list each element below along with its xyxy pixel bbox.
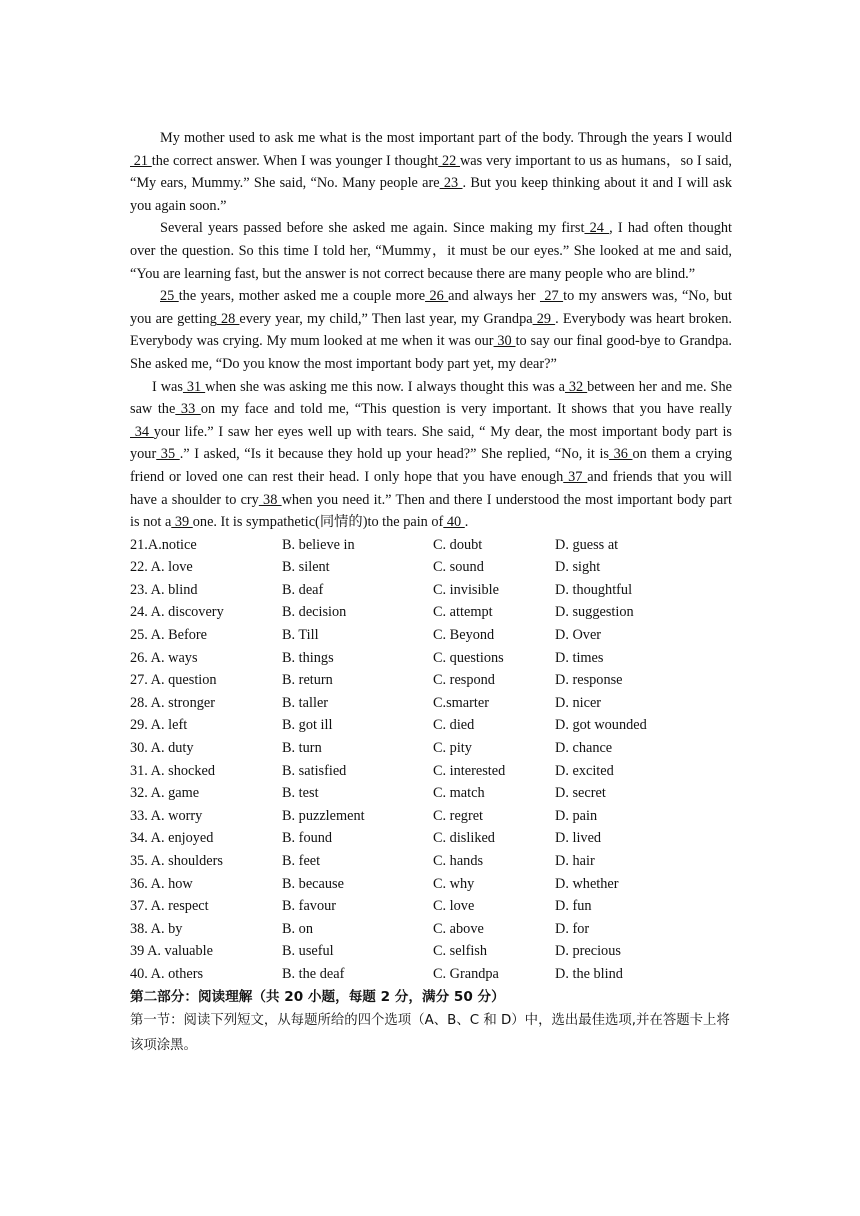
option-choice: 34. A. enjoyed — [130, 830, 214, 847]
option-choice: 24. A. discovery — [130, 604, 224, 621]
passage-text: and always her — [448, 288, 540, 305]
cloze-blank: 26 — [425, 288, 449, 305]
option-choice: D. hair — [555, 853, 595, 869]
passage-text: the correct answer. When I was younger I thought — [151, 152, 439, 169]
passage-paragraph — [130, 376, 736, 534]
option-row — [130, 714, 732, 737]
passage-text: .” I asked, “Is it because they hold up your head?” She replied, “No, it is — [179, 446, 609, 463]
option-choice: B. got ill — [282, 717, 333, 734]
cloze-blank: 21 — [130, 152, 152, 169]
option-choice: 30. A. duty — [130, 740, 194, 757]
passage-text: My mother used to ask me what is the most important part of the body. Through the years I would — [160, 130, 732, 146]
option-choice: D. response — [555, 672, 623, 689]
passage-text: . But you keep thinking about it and I will ask you again soon.” — [130, 175, 736, 214]
cloze-blank: 24 — [584, 220, 610, 237]
option-choice: B. puzzlement — [282, 807, 365, 824]
cloze-options-list — [130, 534, 732, 986]
passage-text: to my answers was, “No, but you are getting — [130, 288, 736, 327]
cloze-blank: 31 — [182, 378, 206, 395]
option-choice: 38. A. by — [130, 920, 183, 937]
option-row — [130, 873, 732, 896]
cloze-blank: 23 — [439, 175, 463, 192]
option-choice: D. suggestion — [555, 604, 634, 621]
option-row — [130, 940, 732, 963]
option-choice: 36. A. how — [130, 875, 193, 892]
option-choice: C. invisible — [433, 581, 499, 598]
option-choice: C. love — [433, 898, 475, 915]
option-choice: C.smarter — [433, 694, 489, 711]
option-row — [130, 760, 732, 783]
option-choice: D. for — [555, 920, 590, 937]
option-choice: B. satisfied — [282, 762, 347, 779]
passage-text: one. It is sympathetic(同情的)to the pain of — [192, 514, 444, 531]
option-choice: 21.A.notice — [130, 536, 197, 553]
option-choice: C. interested — [433, 762, 506, 779]
cloze-blank: 33 — [175, 401, 201, 418]
option-row — [130, 918, 732, 941]
option-choice: B. Till — [282, 627, 319, 644]
option-row — [130, 737, 732, 760]
option-row — [130, 827, 732, 850]
passage-text: between her and me. She saw the — [130, 378, 736, 418]
option-choice: 25. A. Before — [130, 627, 208, 644]
option-choice: D. lived — [555, 830, 602, 847]
option-choice: D. thoughtful — [555, 581, 633, 598]
option-choice: D. precious — [555, 943, 621, 960]
option-choice: C. doubt — [433, 536, 483, 553]
option-choice: B. turn — [282, 740, 322, 757]
option-choice: C. pity — [433, 740, 472, 757]
passage-text: Several years passed before she asked me again. Since making my first — [160, 220, 585, 237]
option-choice: D. chance — [555, 740, 613, 757]
option-choice: 23. A. blind — [130, 581, 198, 598]
option-choice: 35. A. shoulders — [130, 853, 223, 869]
section-title: 第二部分：阅读理解（共 20 小题，每题 2 分，满分 50 分） — [130, 988, 505, 1005]
option-choice: B. useful — [282, 943, 334, 960]
option-choice: C. questions — [433, 649, 504, 666]
option-choice: 37. A. respect — [130, 898, 209, 915]
option-row — [130, 895, 732, 918]
passage-paragraph — [130, 127, 736, 217]
cloze-blank: 28 — [216, 310, 240, 327]
option-choice: C. respond — [433, 672, 495, 689]
cloze-blank: 36 — [609, 446, 633, 463]
option-choice: 39 A. valuable — [130, 943, 213, 960]
option-choice: C. why — [433, 875, 475, 892]
passage-text: the years, mother asked me a couple more — [178, 288, 426, 305]
option-choice: C. regret — [433, 807, 484, 824]
option-choice: 26. A. ways — [130, 649, 198, 666]
cloze-blank: 29 — [532, 310, 556, 327]
option-row — [130, 782, 732, 805]
cloze-blank: 30 — [493, 333, 516, 350]
option-row — [130, 669, 732, 692]
option-row — [130, 624, 732, 647]
option-choice: D. Over — [555, 627, 602, 644]
option-choice: D. got wounded — [555, 717, 647, 734]
option-choice: C. attempt — [433, 604, 493, 621]
cloze-blank: 32 — [564, 378, 588, 395]
option-choice: 40. A. others — [130, 965, 204, 982]
cloze-blank: 27 — [539, 288, 564, 305]
option-choice: D. secret — [555, 785, 606, 802]
option-choice: C. hands — [433, 853, 484, 869]
section-instruction: 第一节：阅读下列短文，从每题所给的四个选项（A、B、C 和 D）中，选出最佳选项,并在答题卡上将该项涂黑。 — [130, 1013, 730, 1054]
option-choice: B. the deaf — [282, 965, 345, 982]
passage-text: on them a crying friend or loved one can rest their head. I only hope that you have enough — [130, 446, 736, 485]
passage-text: to say our final good-bye to Grandpa. She asked me, “Do you know the most important body part yet, my dear?” — [130, 333, 736, 372]
passage-paragraph — [130, 217, 736, 285]
option-row — [130, 692, 732, 715]
cloze-blank: 25 — [160, 288, 179, 305]
passage-text: . — [464, 514, 469, 531]
option-row — [130, 850, 732, 873]
option-choice: 33. A. worry — [130, 807, 203, 824]
passage-paragraph — [130, 285, 736, 375]
option-row — [130, 534, 732, 557]
option-choice: B. found — [282, 830, 333, 847]
cloze-passage — [130, 127, 736, 534]
option-choice: C. died — [433, 717, 475, 734]
option-choice: B. deaf — [282, 581, 324, 598]
passage-text: and friends that you will have a shoulder to cry — [130, 468, 736, 508]
cloze-blank: 37 — [563, 468, 588, 485]
option-row — [130, 647, 732, 670]
passage-text: I was — [152, 378, 183, 395]
option-row — [130, 579, 732, 602]
cloze-blank: 35 — [156, 446, 180, 463]
option-choice: C. match — [433, 785, 485, 802]
option-choice: 22. A. love — [130, 559, 193, 576]
cloze-blank: 40 — [443, 514, 465, 531]
option-choice: D. the blind — [555, 965, 623, 982]
option-choice: 29. A. left — [130, 717, 188, 734]
option-choice: B. on — [282, 920, 313, 937]
option-row — [130, 556, 732, 579]
option-row — [130, 805, 732, 828]
option-choice: B. things — [282, 649, 334, 666]
option-choice: C. above — [433, 920, 484, 937]
passage-text: when you need it.” Then and there I understood the most important body part is not a — [130, 491, 736, 531]
option-choice: B. return — [282, 672, 333, 689]
cloze-blank: 38 — [258, 491, 282, 508]
option-choice: D. pain — [555, 807, 598, 824]
option-choice: C. sound — [433, 559, 484, 576]
option-row — [130, 963, 732, 986]
option-choice: B. decision — [282, 604, 347, 621]
passage-text: was very important to us as humans，so I said, “My ears, Mummy.” She said, “No. Many people are — [130, 152, 736, 192]
option-choice: D. nicer — [555, 694, 602, 711]
passage-text: , I had often thought over the question. So this time I told her, “Mummy，it must be our eyes.” She looked at me and said, “You are learning fast, but the answer is not correct because there are many people who are blind.” — [130, 220, 736, 282]
option-choice: D. fun — [555, 898, 592, 915]
passage-text: on my face and told me, “This question is very important. It shows that you have really — [200, 401, 732, 418]
option-choice: C. selfish — [433, 943, 488, 960]
cloze-blank: 39 — [171, 514, 193, 531]
option-choice: 31. A. shocked — [130, 762, 215, 779]
option-choice: B. believe in — [282, 536, 355, 553]
option-choice: D. times — [555, 649, 604, 666]
option-choice: B. test — [282, 785, 319, 802]
option-choice: B. favour — [282, 898, 336, 915]
cloze-blank: 22 — [438, 152, 460, 169]
passage-text: every year, my child,” Then last year, my Grandpa — [239, 310, 533, 327]
option-choice: 28. A. stronger — [130, 694, 215, 711]
option-choice: B. taller — [282, 694, 329, 711]
option-row — [130, 601, 732, 624]
exam-page — [130, 127, 736, 1058]
option-choice: D. whether — [555, 875, 619, 892]
option-choice: C. Beyond — [433, 627, 495, 644]
option-choice: B. because — [282, 875, 344, 892]
option-choice: B. silent — [282, 559, 330, 576]
passage-text: when she was asking me this now. I always thought this was a — [205, 378, 565, 395]
option-choice: B. feet — [282, 853, 321, 869]
option-choice: D. excited — [555, 762, 614, 779]
option-choice: 32. A. game — [130, 785, 200, 802]
option-choice: 27. A. question — [130, 672, 217, 689]
passage-text: your life.” I saw her eyes well up with tears. She said, “ My dear, the most important body part is your — [130, 423, 736, 463]
option-choice: D. guess at — [555, 536, 619, 553]
passage-text: . Everybody was heart broken. Everybody was crying. My mum looked at me when it was our — [130, 310, 736, 350]
cloze-blank: 34 — [130, 423, 154, 440]
option-choice: C. disliked — [433, 830, 495, 847]
option-choice: C. Grandpa — [433, 965, 499, 982]
option-choice: D. sight — [555, 559, 601, 576]
